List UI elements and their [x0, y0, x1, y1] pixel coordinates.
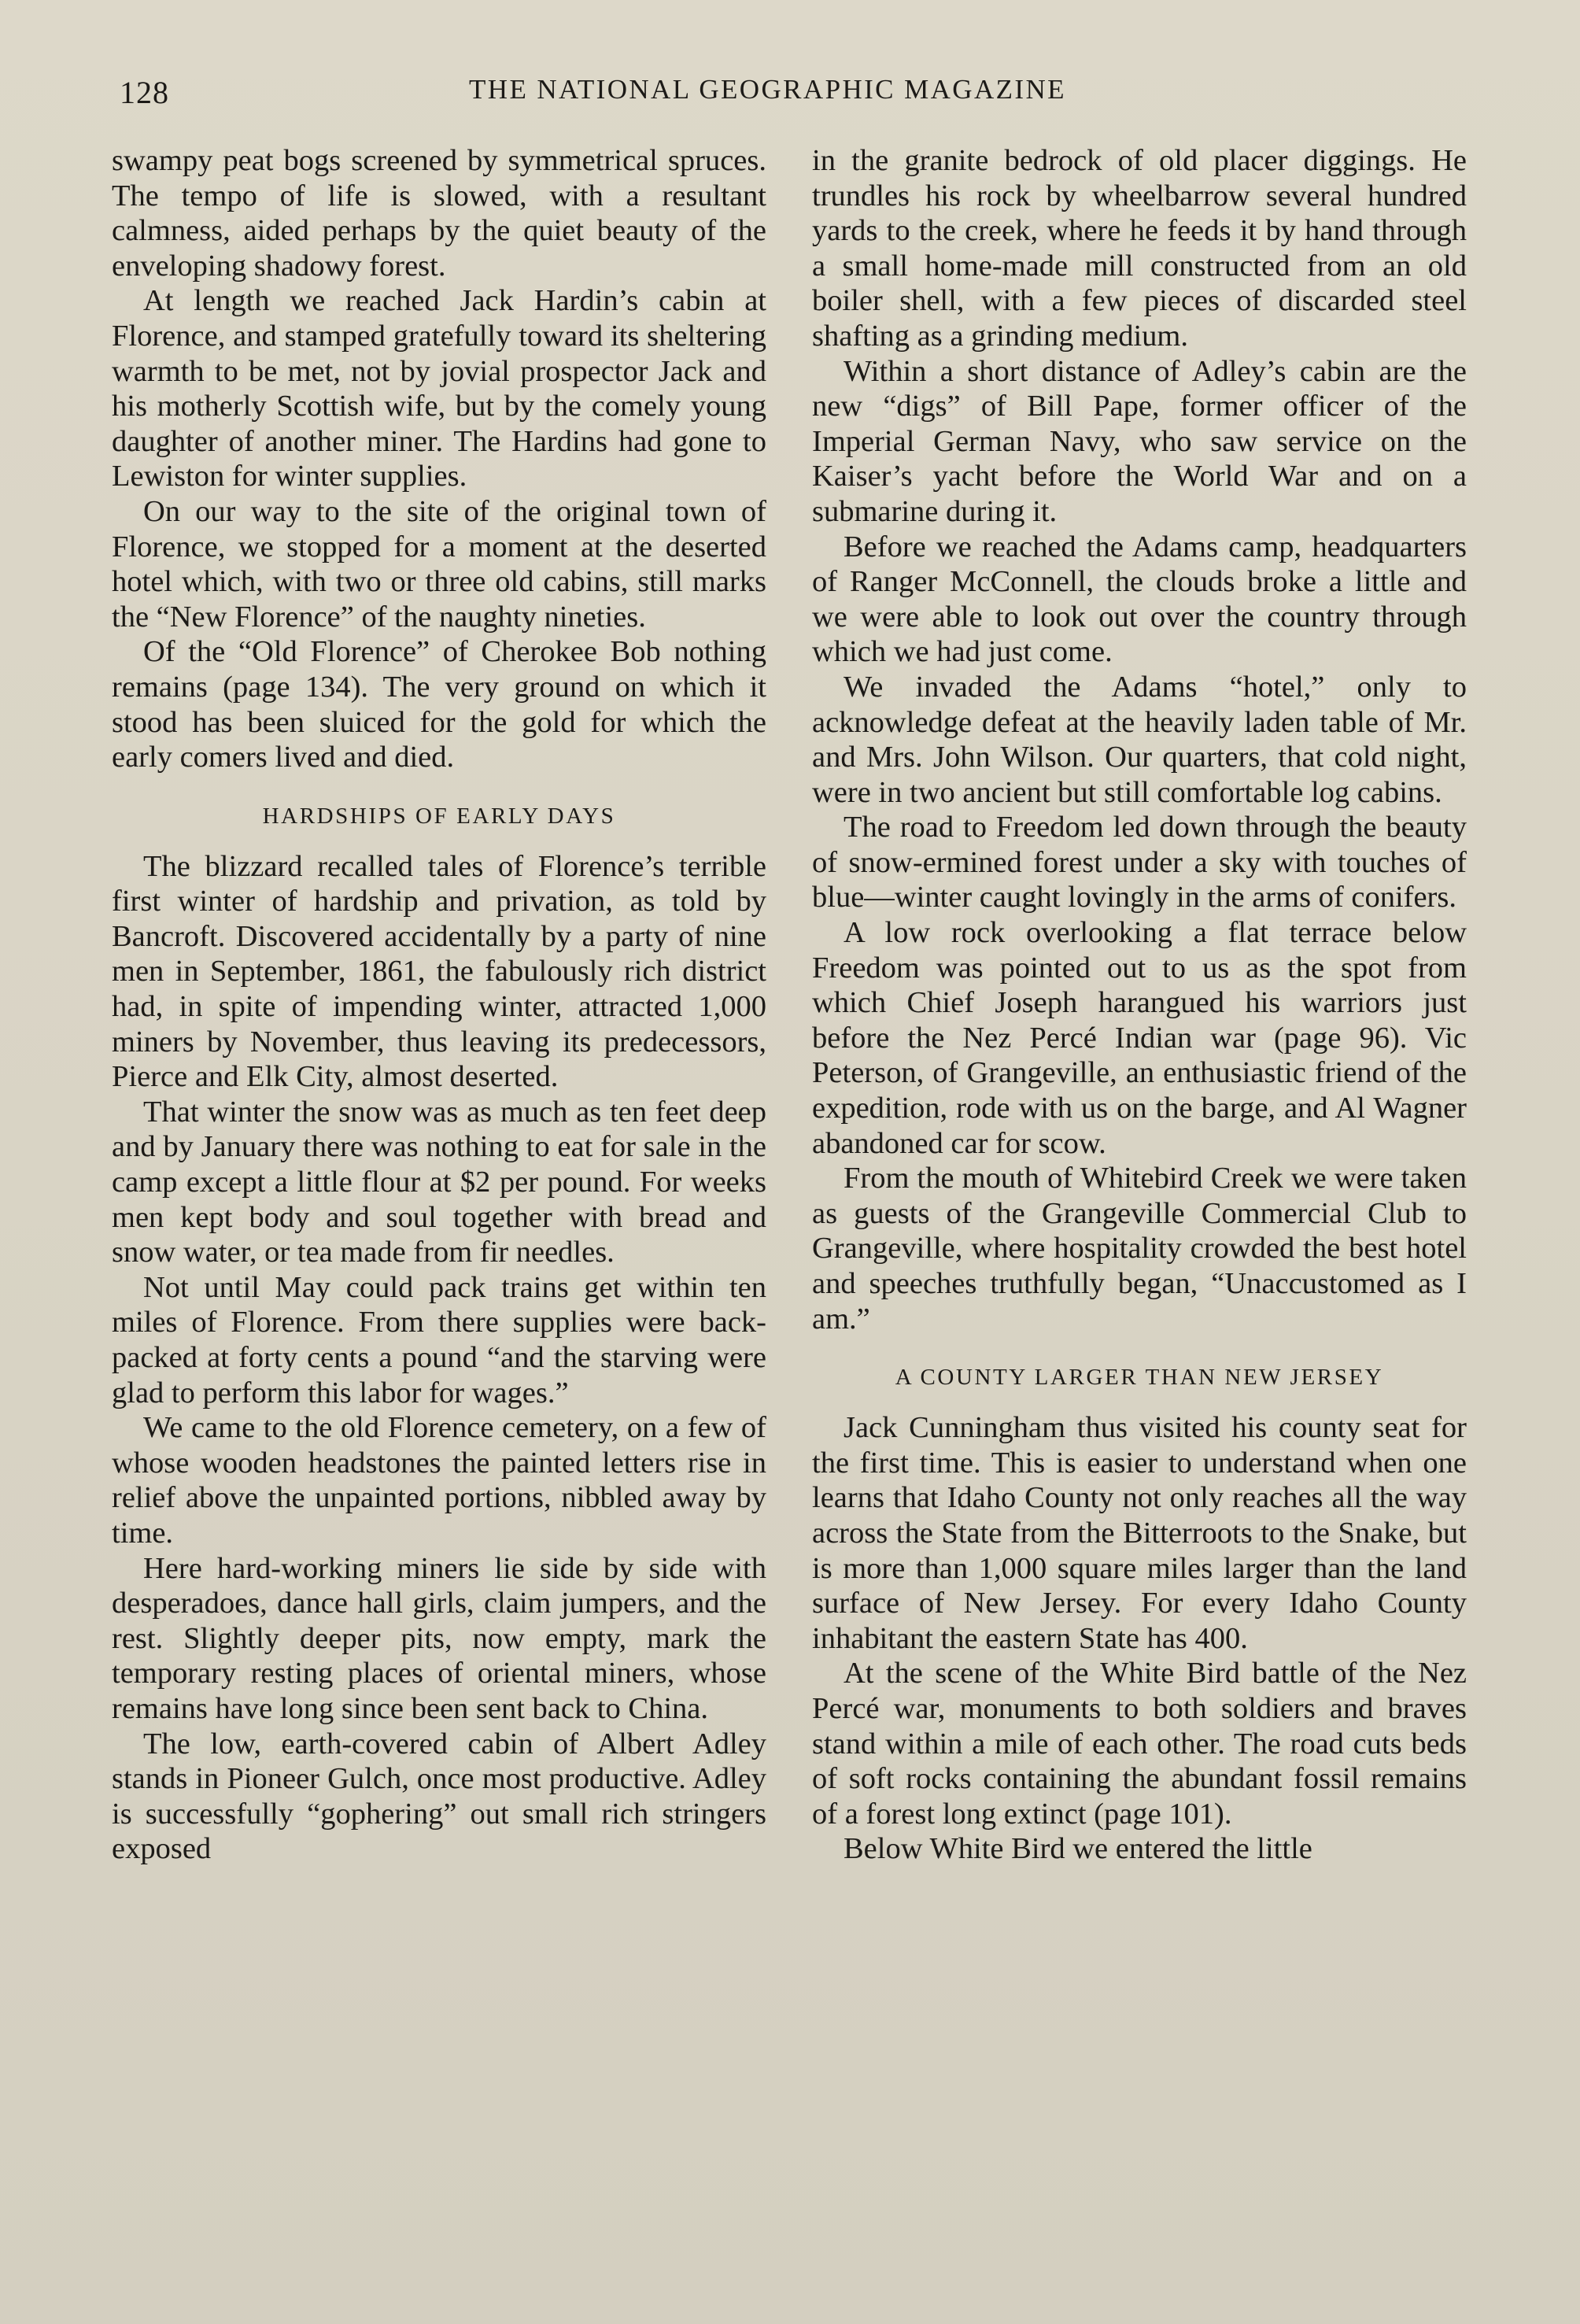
paragraph: Not until May could pack trains get within ten miles of Florence. From there supplies were back-packed at forty cents a pound “and the starving were glad to perform this labor for wages.” — [112, 1270, 766, 1410]
paragraph: swampy peat bogs screened by symmetrical spruces. The tempo of life is slowed, with a resultant calmness, aided perhaps by the quiet beauty of the enveloping shadowy forest. — [112, 144, 766, 283]
paragraph: That winter the snow was as much as ten feet deep and by January there was nothing to eat for sale in the camp except a little flour at $2 per pound. For weeks men kept body and soul together with bread and snow water, or tea made from fir needles. — [112, 1095, 766, 1269]
paragraph: At the scene of the White Bird battle of the Nez Percé war, monuments to both soldiers and braves stand within a mile of each other. The road cuts beds of soft rocks containing the abundant fossil remains of a forest long extinct (page 101). — [812, 1657, 1467, 1831]
paragraph: Below White Bird we entered the little — [844, 1832, 1312, 1866]
paragraph: We came to the old Florence cemetery, on a few of whose wooden headstones the painted letters rise in relief above the unpainted portions, nibbled away by time. — [112, 1411, 766, 1550]
paragraph: We invaded the Adams “hotel,” only to acknowledge defeat at the heavily laden table of Mr. and Mrs. John Wilson. Our quarters, that cold night, were in two ancient but still comfortable log cabins. — [812, 670, 1467, 809]
paragraph: Jack Cunningham thus visited his county seat for the first time. This is easier to understand when one learns that Idaho County not only reaches all the way across the State from the Bitterroots to the Snake, but is more than 1,000 square miles larger than the land surface of New Jersey. For every Idaho County inhabitant the eastern State has 400. — [812, 1411, 1467, 1655]
paragraph: The road to Freedom led down through the beauty of snow-ermined forest under a sky with touches of blue—winter caught lovingly in the arms of conifers. — [812, 811, 1467, 914]
paragraph: On our way to the site of the original town of Florence, we stopped for a moment at the deserted hotel which, with two or three old cabins, still marks the “New Florence” of the naughty nineties. — [112, 494, 766, 634]
right-column — [812, 143, 1467, 1867]
left-column — [112, 143, 766, 1867]
paragraph: Within a short distance of Adley’s cabin are the new “digs” of Bill Pape, former officer of the Imperial German Navy, who saw service on the Kaiser’s yacht before the World War and on a submarine during it. — [812, 354, 1467, 528]
paragraph: From the mouth of Whitebird Creek we were taken as guests of the Grangeville Commercial Club to Grangeville, where hospitality crowded the best hotel and speeches truthfully began, “Unaccustomed as I am.” — [812, 1162, 1467, 1336]
paragraph: in the granite bedrock of old placer diggings. He trundles his rock by wheelbarrow several hundred yards to the creek, where he feeds it by hand through a small home-made mill constructed from an old boiler shell, with a few pieces of discarded steel shafting as a grinding medium. — [812, 144, 1467, 353]
section-heading: HARDSHIPS OF EARLY DAYS — [262, 803, 616, 829]
paragraph: At length we reached Jack Hardin’s cabin at Florence, and stamped gratefully toward its sheltering warmth to be met, not by jovial prospector Jack and his motherly Scottish wife, but by the comely young daughter of another miner. The Hardins had gone to Lewiston for winter supplies. — [112, 284, 766, 493]
journal-title: THE NATIONAL GEOGRAPHIC MAGAZINE — [469, 74, 1066, 105]
paragraph: The low, earth-covered cabin of Albert Adley stands in Pioneer Gulch, once most productive. Adley is successfully “gophering” out small rich stringers exposed — [112, 1727, 766, 1866]
paragraph: Of the “Old Florence” of Cherokee Bob nothing remains (page 134). The very ground on which it stood has been sluiced for the gold for which the early comers lived and died. — [112, 635, 766, 774]
paragraph: A low rock overlooking a flat terrace below Freedom was pointed out to us as the spot from which Chief Joseph harangued his warriors just before the Nez Percé Indian war (page 96). Vic Peterson, of Grangeville, an enthusiastic friend of the expedition, rode with us on the barge, and Al Wagner abandoned car for scow. — [812, 916, 1467, 1160]
running-head — [0, 69, 1580, 116]
paragraph: Here hard-working miners lie side by side with desperadoes, dance hall girls, claim jumpers, and the rest. Slightly deeper pits, now empty, mark the temporary resting places of oriental miners, whose remains have long since been sent back to China. — [112, 1551, 766, 1725]
paragraph: Before we reached the Adams camp, headquarters of Ranger McConnell, the clouds broke a little and we were able to look out over the country through which we had just come. — [812, 530, 1467, 669]
section-heading: A COUNTY LARGER THAN NEW JERSEY — [895, 1365, 1384, 1391]
paragraph: The blizzard recalled tales of Florence’s terrible first winter of hardship and privation, as told by Bancroft. Discovered accidentally by a party of nine men in September, 1861, the fabulously rich district had, in spite of impending winter, attracted 1,000 miners by November, thus leaving its predecessors, Pierce and Elk City, almost deserted. — [112, 849, 766, 1094]
page-number: 128 — [120, 75, 169, 110]
